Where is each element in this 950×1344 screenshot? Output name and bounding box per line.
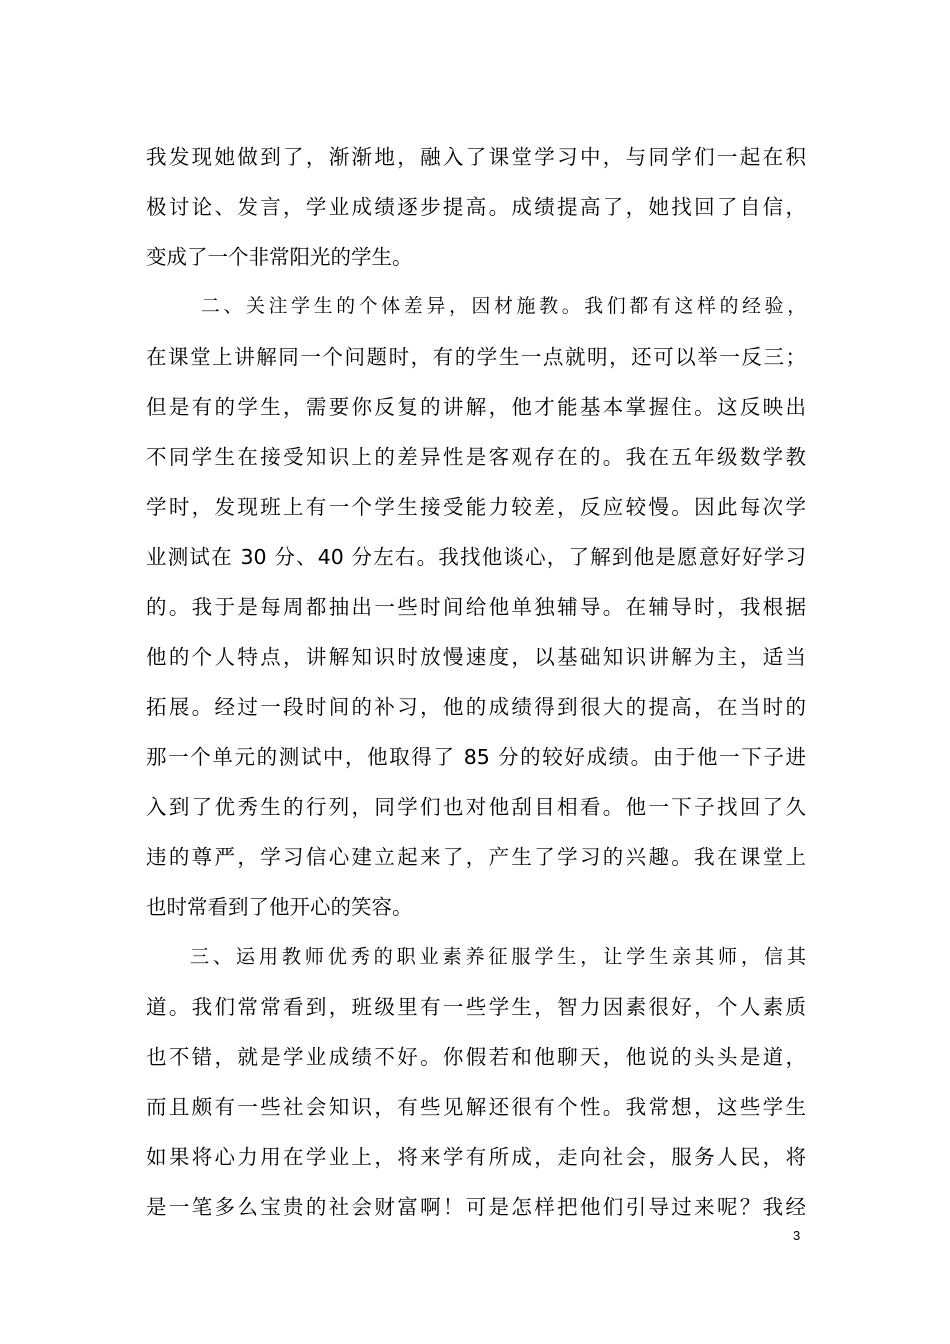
paragraph-2-line-5: 学时，发现班上有一个学生接受能力较差，反应较慢。因此每次学 xyxy=(146,495,806,519)
paragraph-3-line-6: 是一笔多么宝贵的社会财富啊！可是怎样把他们引导过来呢？我经 xyxy=(146,1195,806,1219)
paragraph-2-line-10: 那一个单元的测试中，他取得了 85 分的较好成绩。由于他一下子进 xyxy=(146,745,806,769)
paragraph-3-line-1: 三、运用教师优秀的职业素养征服学生，让学生亲其师，信其 xyxy=(190,945,806,968)
paragraph-3-line-5: 如果将心力用在学业上，将来学有所成，走向社会，服务人民，将 xyxy=(146,1145,806,1169)
paragraph-2-line-8: 他的个人特点，讲解知识时放慢速度，以基础知识讲解为主，适当 xyxy=(146,645,806,669)
paragraph-1-line-2: 极讨论、发言，学业成绩逐步提高。成绩提高了，她找回了自信， xyxy=(146,195,806,219)
paragraph-3-line-3: 也不错，就是学业成绩不好。你假若和他聊天，他说的头头是道， xyxy=(146,1045,806,1069)
paragraph-1-line-3: 变成了一个非常阳光的学生。 xyxy=(146,245,413,269)
paragraph-3-line-2: 道。我们常常看到，班级里有一些学生，智力因素很好，个人素质 xyxy=(146,995,806,1019)
paragraph-2-line-9: 拓展。经过一段时间的补习，他的成绩得到很大的提高，在当时的 xyxy=(146,695,806,719)
paragraph-2-line-11: 入到了优秀生的行列，同学们也对他刮目相看。他一下子找回了久 xyxy=(146,795,806,819)
paragraph-2-line-6: 业测试在 30 分、40 分左右。我找他谈心，了解到他是愿意好好学习 xyxy=(146,545,806,569)
paragraph-2-line-2: 在课堂上讲解同一个问题时，有的学生一点就明，还可以举一反三； xyxy=(146,345,806,369)
paragraph-2-line-12: 违的尊严，学习信心建立起来了，产生了学习的兴趣。我在课堂上 xyxy=(146,845,806,869)
paragraph-2-line-4: 不同学生在接受知识上的差异性是客观存在的。我在五年级数学教 xyxy=(146,445,806,469)
paragraph-1-line-1: 我发现她做到了，渐渐地，融入了课堂学习中，与同学们一起在积 xyxy=(146,145,806,169)
paragraph-3-line-4: 而且颇有一些社会知识，有些见解还很有个性。我常想，这些学生 xyxy=(146,1095,806,1119)
page-number: 3 xyxy=(793,1228,801,1243)
paragraph-2-line-3: 但是有的学生，需要你反复的讲解，他才能基本掌握住。这反映出 xyxy=(146,395,806,419)
paragraph-2-line-7: 的。我于是每周都抽出一些时间给他单独辅导。在辅导时，我根据 xyxy=(146,595,806,619)
paragraph-2-line-1: 二、关注学生的个体差异，因材施教。我们都有这样的经验， xyxy=(201,296,806,317)
paragraph-2-line-13: 也时常看到了他开心的笑容。 xyxy=(146,895,413,919)
body-text xyxy=(146,132,806,1232)
